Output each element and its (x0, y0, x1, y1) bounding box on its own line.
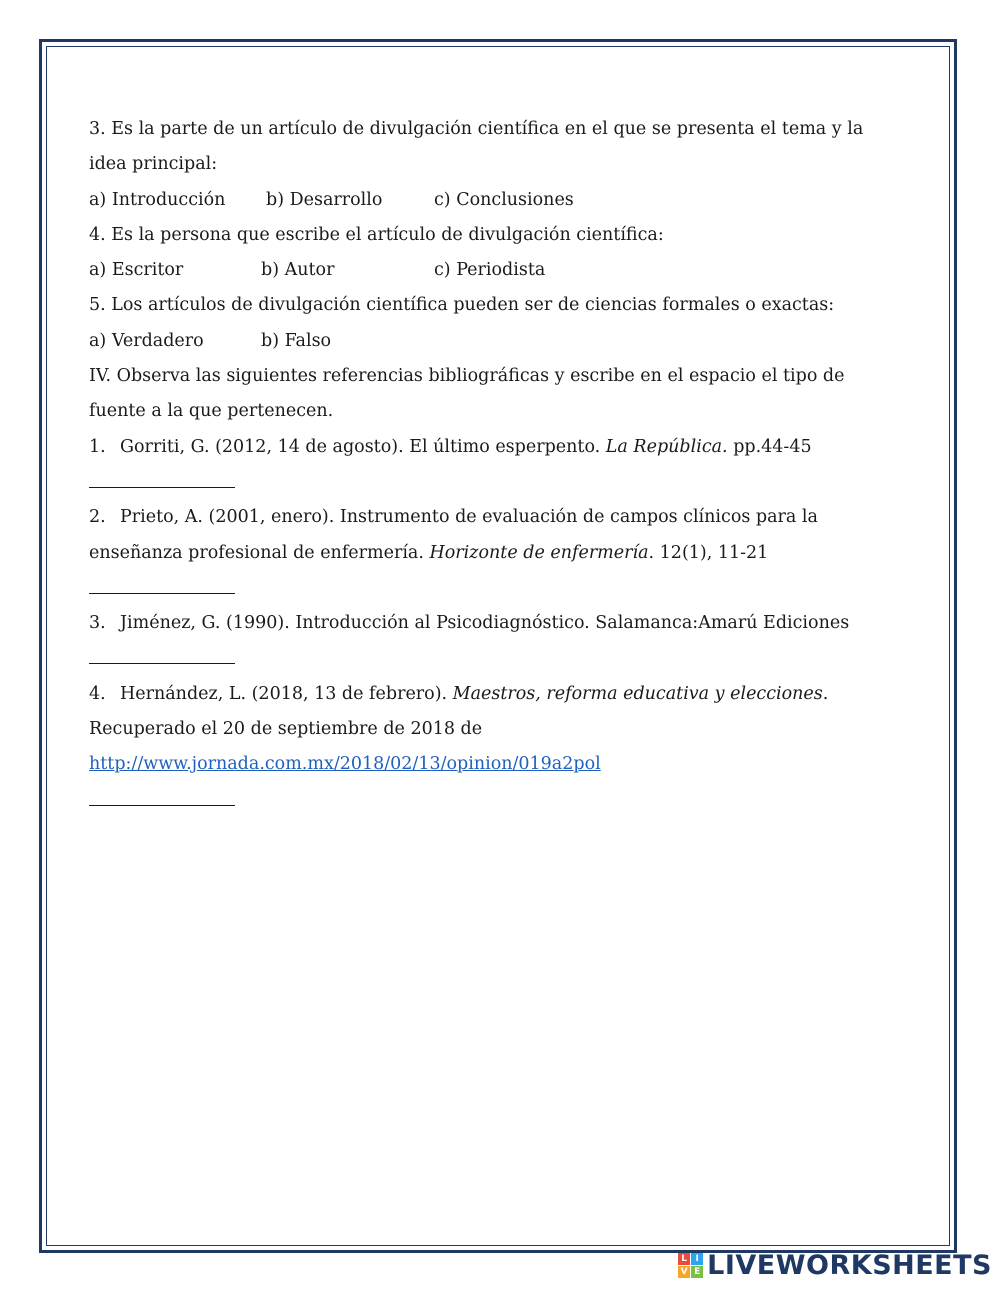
reference-4-link[interactable]: http://www.jornada.com.mx/2018/02/13/opinion/019a2pol (89, 754, 601, 775)
reference-3 (89, 606, 889, 641)
reference-1-pages: pp.44-45 (727, 436, 812, 457)
logo-letter-e: E (691, 1266, 703, 1278)
worksheet-content (89, 112, 889, 818)
question-4-options (89, 253, 889, 288)
q3-option-b: b) Desarrollo (266, 189, 383, 210)
q5-option-b: b) Falso (261, 330, 332, 351)
liveworksheets-logo (678, 1245, 992, 1285)
reference-2-line-2 (89, 536, 889, 571)
reference-4-italic: Maestros, reforma educativa y elecciones (452, 683, 823, 704)
logo-letter-i: I (691, 1253, 703, 1265)
answer-blank-1-row (89, 465, 889, 500)
reference-4-end: . (822, 683, 829, 704)
q4-option-a: a) Escritor (89, 260, 184, 281)
question-3-line-1: 3. Es la parte de un artículo de divulgación científica en el que se presenta el tema y la (89, 119, 864, 139)
reference-3-text: Jiménez, G. (1990). Introducción al Psicodiagnóstico. Salamanca:Amarú Ediciones (120, 613, 850, 634)
answer-blank-4-row (89, 783, 889, 818)
question-5-options (89, 324, 889, 359)
question-3-line-2: idea principal: (89, 154, 218, 175)
answer-blank-1[interactable] (89, 465, 235, 488)
reference-2-line-1 (89, 500, 889, 535)
q3-option-c: c) Conclusiones (434, 189, 574, 210)
answer-blank-2-row (89, 571, 889, 606)
section-4-instruction-line-2: fuente a la que pertenecen. (89, 401, 334, 422)
reference-1-text: Gorriti, G. (2012, 14 de agosto). El último esperpento. (120, 436, 606, 457)
answer-blank-3-row (89, 641, 889, 676)
reference-2-pages: . 12(1), 11-21 (648, 542, 769, 563)
reference-4-text: Hernández, L. (2018, 13 de febrero). (120, 683, 453, 704)
reference-1-italic: La República. (605, 436, 728, 457)
reference-4-line-2: Recuperado el 20 de septiembre de 2018 de (89, 719, 483, 740)
reference-2-italic: Horizonte de enfermería (429, 542, 649, 563)
answer-blank-3[interactable] (89, 641, 235, 664)
q5-option-a: a) Verdadero (89, 330, 204, 351)
reference-4-line-1 (89, 677, 889, 712)
logo-brand-text: LIVEWORKSHEETS (707, 1249, 992, 1281)
question-5-text: 5. Los artículos de divulgación científica pueden ser de ciencias formales o exactas: (89, 295, 835, 316)
logo-letter-v: V (678, 1266, 690, 1278)
q4-option-c: c) Periodista (434, 260, 546, 281)
reference-4-number: 4. (89, 683, 106, 704)
answer-blank-2[interactable] (89, 571, 235, 594)
answer-blank-4[interactable] (89, 783, 235, 806)
q4-option-b: b) Autor (261, 260, 335, 281)
logo-letter-l: L (678, 1253, 690, 1265)
reference-2-text-cont: enseñanza profesional de enfermería. (89, 542, 430, 563)
reference-1-number: 1. (89, 436, 106, 457)
q3-option-a: a) Introducción (89, 189, 226, 210)
section-4-instruction-line-1: IV. Observa las siguientes referencias bibliográficas y escribe en el espacio el tipo de (89, 366, 845, 387)
reference-3-number: 3. (89, 613, 106, 634)
reference-2-text: Prieto, A. (2001, enero). Instrumento de evaluación de campos clínicos para la (120, 507, 818, 528)
question-4-text: 4. Es la persona que escribe el artículo de divulgación científica: (89, 224, 664, 245)
reference-4-link-row (89, 747, 889, 782)
reference-1 (89, 430, 889, 465)
logo-icon (678, 1253, 703, 1278)
reference-2-number: 2. (89, 507, 106, 528)
question-3-options (89, 183, 889, 218)
